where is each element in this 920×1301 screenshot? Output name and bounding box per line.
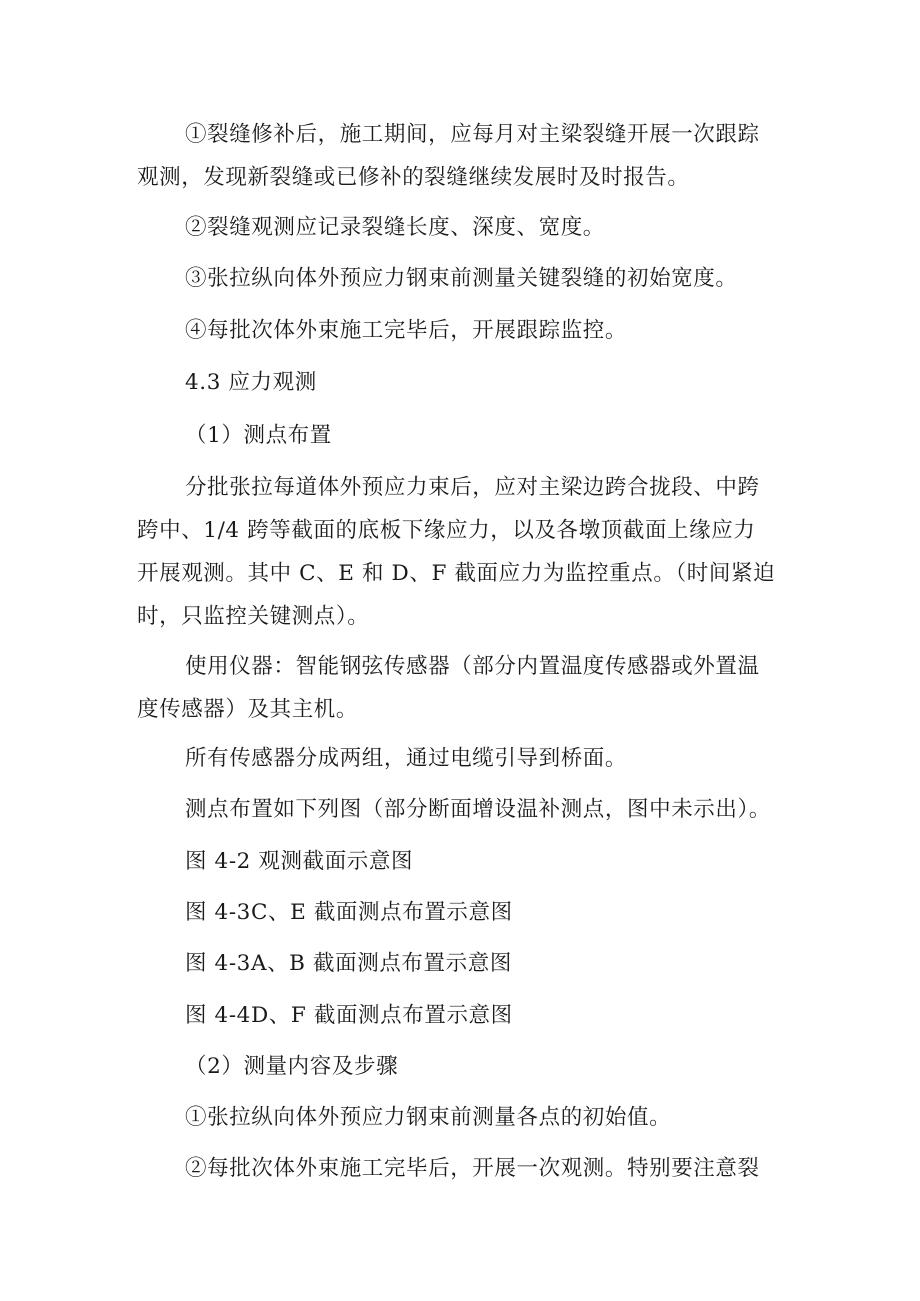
subheading-measurement-steps: （2）测量内容及步骤 — [185, 1054, 399, 1079]
paragraph-initial-width: ③张拉纵向体外预应力钢束前测量关键裂缝的初始宽度。 — [185, 266, 738, 291]
section-heading-stress-observation: 4.3 应力观测 — [185, 370, 317, 395]
paragraph-crack-repair-line-1: ①裂缝修补后，施工期间，应每月对主梁裂缝开展一次跟踪 — [185, 122, 760, 147]
paragraph-crack-repair-line-2: 观测，发现新裂缝或已修补的裂缝继续发展时及时报告。 — [137, 165, 690, 190]
figure-caption-4-4-df: 图 4-4D、F 截面测点布置示意图 — [185, 1003, 513, 1028]
paragraph-tracking-monitor: ④每批次体外束施工完毕后，开展跟踪监控。 — [185, 318, 628, 343]
paragraph-stress-line-4: 时，只监控关键测点）。 — [137, 604, 370, 629]
paragraph-sensor-groups: 所有传感器分成两组，通过电缆引导到桥面。 — [185, 746, 628, 771]
paragraph-instruments-line-2: 度传感器）及其主机。 — [137, 697, 359, 722]
paragraph-layout-figures: 测点布置如下列图（部分断面增设温补测点，图中未示出）。 — [185, 797, 771, 822]
paragraph-stress-line-2: 跨中、1/4 跨等截面的底板下缘应力，以及各墩顶截面上缘应力 — [137, 518, 756, 543]
paragraph-stress-line-1: 分批张拉每道体外预应力束后，应对主梁边跨合拢段、中跨 — [185, 475, 760, 500]
paragraph-batch-observation: ②每批次体外束施工完毕后，开展一次观测。特别要注意裂 — [185, 1156, 760, 1181]
figure-caption-4-3-ab: 图 4-3A、B 截面测点布置示意图 — [185, 951, 512, 976]
subheading-point-layout: （1）测点布置 — [185, 423, 332, 448]
paragraph-crack-record: ②裂缝观测应记录裂缝长度、深度、宽度。 — [185, 215, 605, 240]
figure-caption-4-3-ce: 图 4-3C、E 截面测点布置示意图 — [185, 900, 513, 925]
paragraph-initial-values: ①张拉纵向体外预应力钢束前测量各点的初始值。 — [185, 1105, 672, 1130]
paragraph-instruments-line-1: 使用仪器：智能钢弦传感器（部分内置温度传感器或外置温 — [185, 654, 760, 679]
figure-caption-4-2: 图 4-2 观测截面示意图 — [185, 849, 414, 874]
paragraph-stress-line-3: 开展观测。其中 C、E 和 D、F 截面应力为监控重点。（时间紧迫 — [137, 561, 776, 586]
